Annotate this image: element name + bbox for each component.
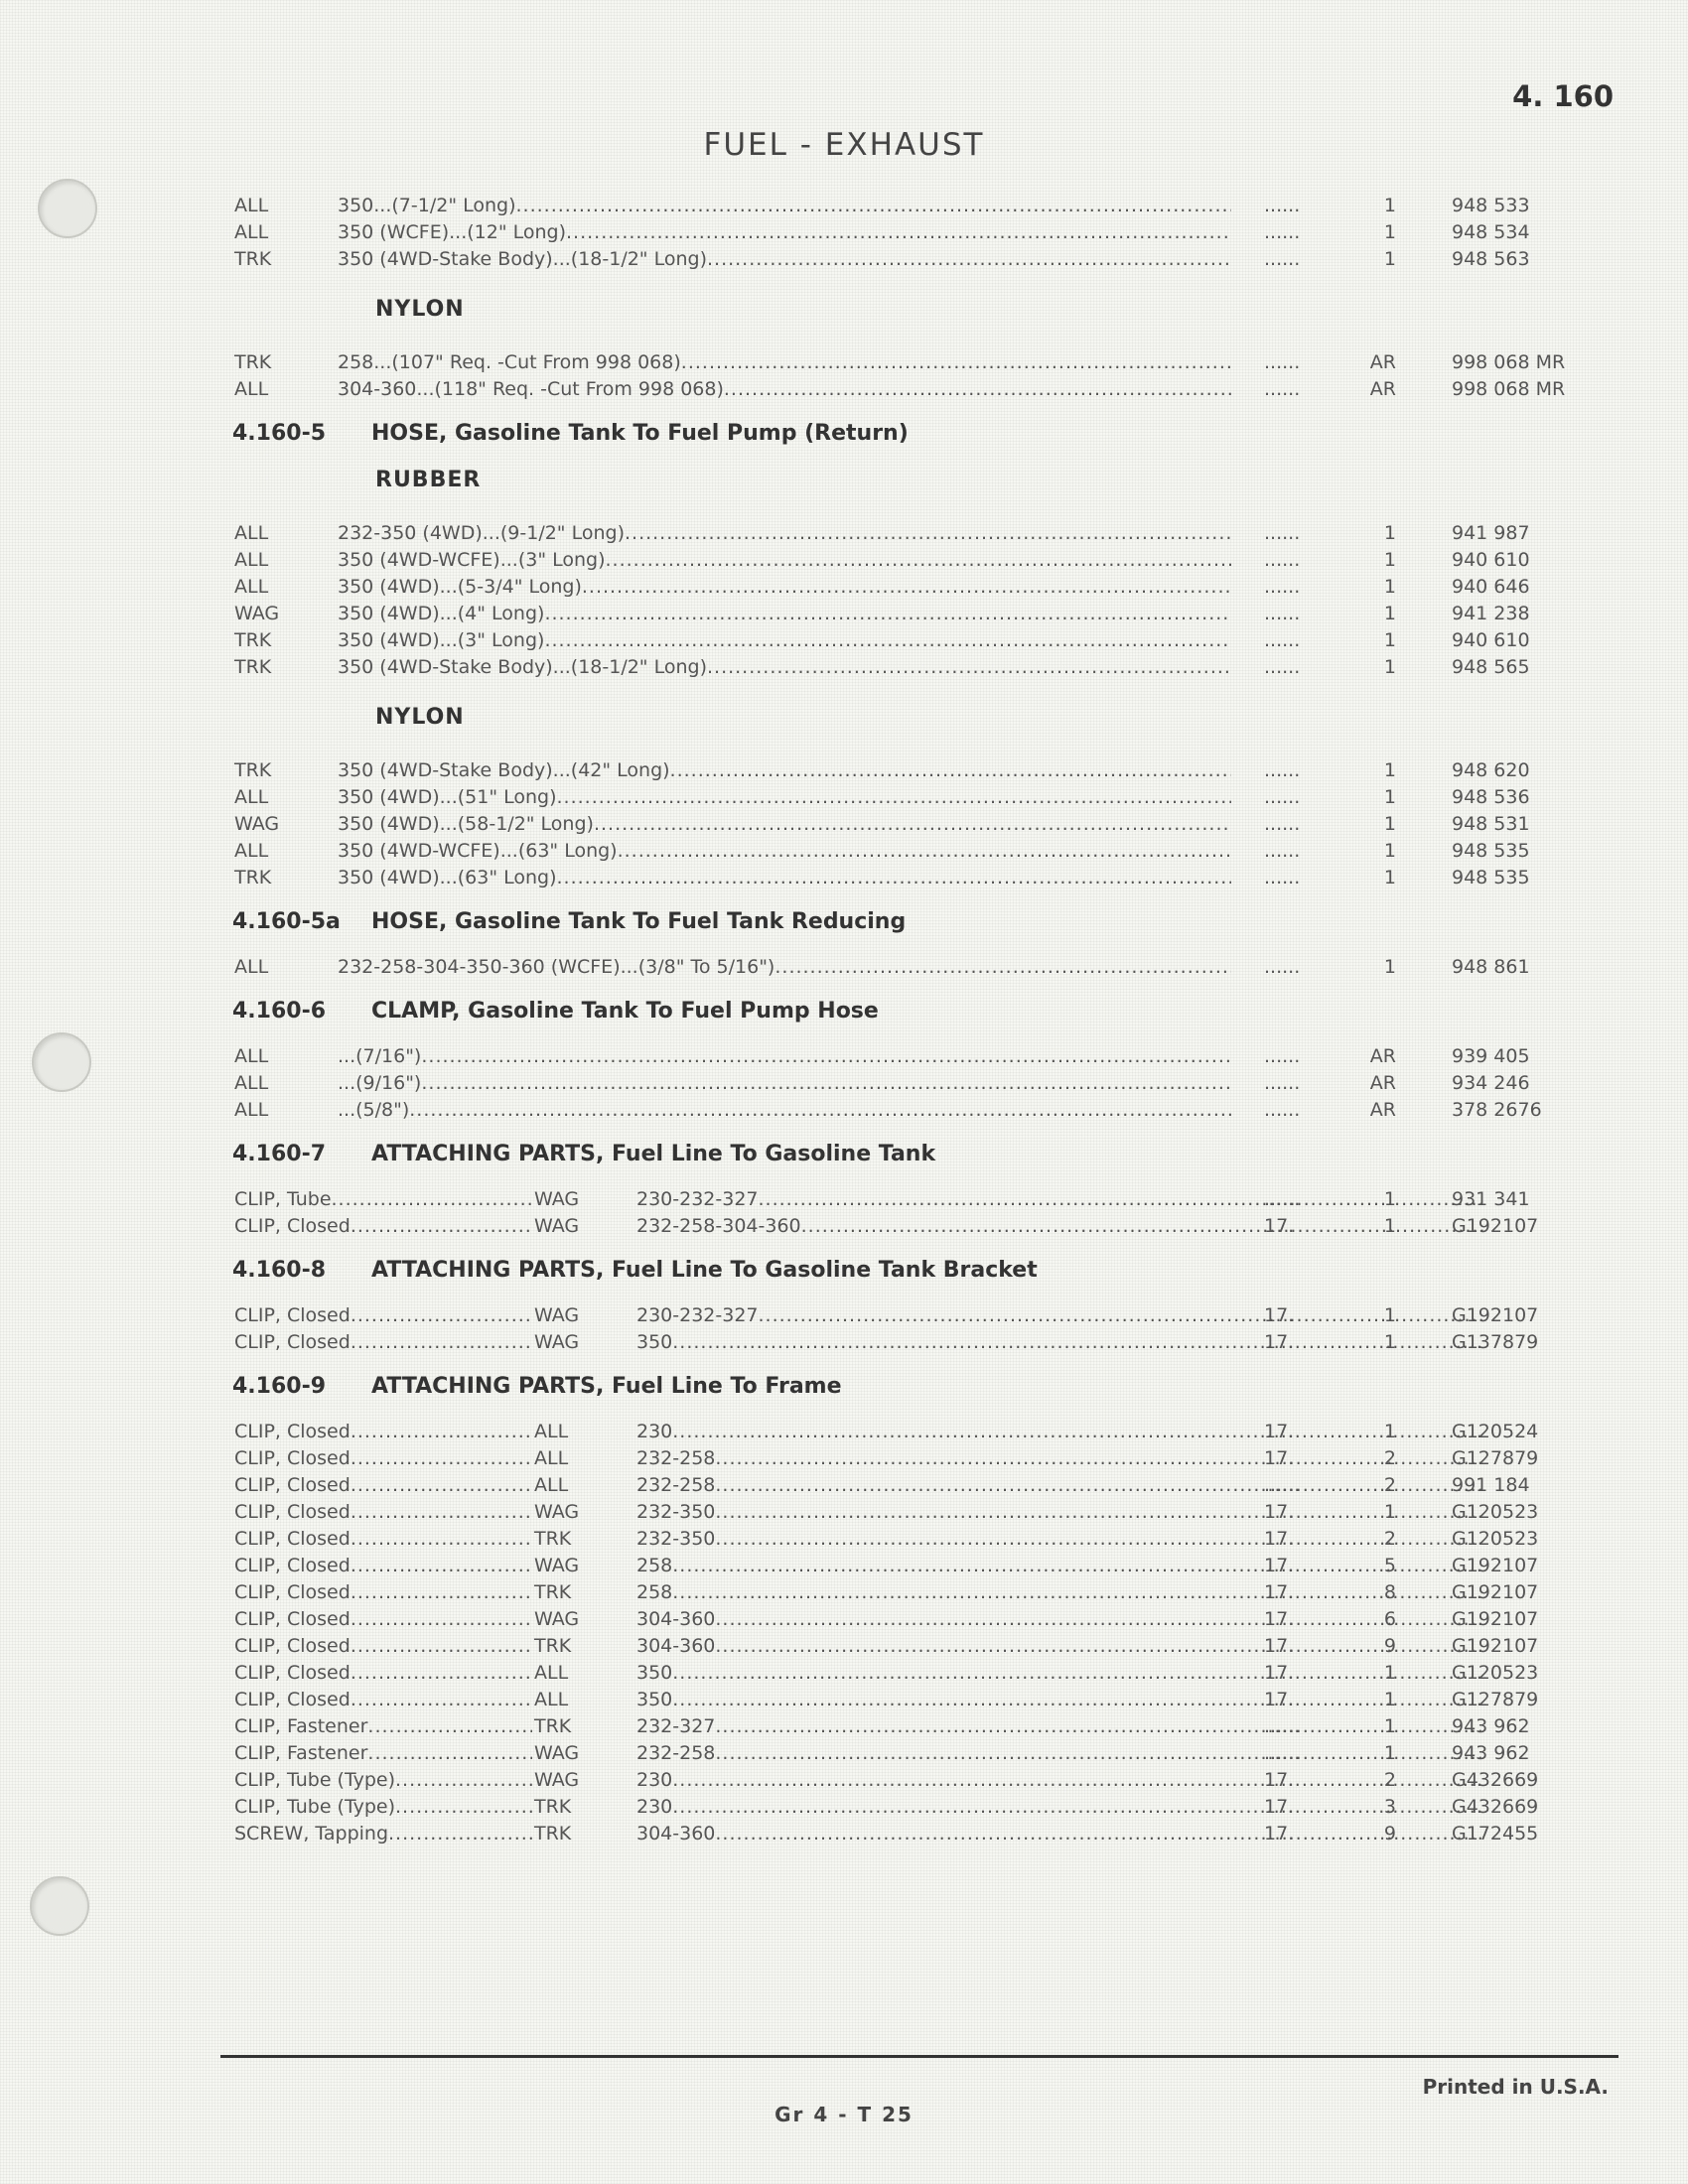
quantity: 1 — [1383, 195, 1396, 216]
part-name: CLIP, Closed ..... — [234, 1662, 532, 1684]
group-number: 17. — [1264, 1608, 1295, 1630]
footer-code: Gr 4 - T 25 — [774, 2103, 914, 2126]
quantity: 1 — [1383, 1331, 1396, 1353]
part-number: 941 987 — [1452, 522, 1530, 544]
group-number: 17. — [1264, 1635, 1295, 1657]
group-number: 17. — [1264, 1662, 1295, 1684]
quantity: 1 — [1383, 1501, 1396, 1523]
model-code: ALL — [534, 1689, 569, 1710]
model-code: WAG — [234, 603, 280, 624]
item-description: 232-350 ..... — [636, 1501, 1485, 1523]
part-number: 948 536 — [1452, 786, 1530, 808]
section-number: 4.160-5a — [232, 909, 341, 934]
quantity: 5 — [1383, 1555, 1396, 1576]
model-code: ALL — [234, 549, 269, 571]
quantity: 9 — [1383, 1635, 1396, 1657]
item-description: 304-360 ..... — [636, 1635, 1485, 1657]
quantity: 1 — [1383, 549, 1396, 571]
item-description: 350 (4WD)...(3" Long) ..... — [338, 629, 1231, 651]
group-number: ...... — [1264, 1742, 1301, 1764]
table-row — [234, 603, 1605, 629]
table-row — [234, 1099, 1605, 1126]
item-description: 230-232-327 ..... — [636, 1304, 1485, 1326]
item-description: 350 (4WD)...(4" Long) ..... — [338, 603, 1231, 624]
punch-hole-middle — [32, 1032, 91, 1092]
item-description: 304-360 ..... — [636, 1608, 1485, 1630]
model-code: WAG — [534, 1769, 580, 1791]
section-header — [232, 1142, 1605, 1166]
table-row — [234, 1304, 1605, 1331]
subhead-rubber: RUBBER — [375, 468, 482, 492]
quantity: 1 — [1383, 656, 1396, 678]
part-name: CLIP, Closed ..... — [234, 1215, 532, 1237]
group-number: 17. — [1264, 1304, 1295, 1326]
quantity: 2 — [1383, 1528, 1396, 1550]
part-number: G120523 — [1452, 1501, 1539, 1523]
item-description: 350 (4WD)...(58-1/2" Long) ..... — [338, 813, 1231, 835]
group-number: ...... — [1264, 813, 1301, 835]
table-row — [234, 248, 1605, 275]
table-row — [234, 522, 1605, 549]
group-number: 17. — [1264, 1528, 1295, 1550]
table-row — [234, 1608, 1605, 1635]
table-row — [234, 221, 1605, 248]
printed-in-usa: Printed in U.S.A. — [1422, 2075, 1609, 2099]
part-number: G192107 — [1452, 1555, 1539, 1576]
section-title: HOSE, Gasoline Tank To Fuel Tank Reducing — [371, 909, 907, 934]
part-number: G432669 — [1452, 1796, 1539, 1818]
item-description: 258 ..... — [636, 1581, 1485, 1603]
part-number: G192107 — [1452, 1581, 1539, 1603]
s5-nylon-block — [234, 759, 1605, 893]
group-number: ...... — [1264, 840, 1301, 862]
model-code: TRK — [534, 1796, 572, 1818]
model-code: TRK — [234, 629, 272, 651]
model-code: WAG — [534, 1501, 580, 1523]
group-number: 17. — [1264, 1581, 1295, 1603]
item-description: 258 ..... — [636, 1555, 1485, 1576]
table-row — [234, 629, 1605, 656]
punch-hole-bottom — [30, 1876, 89, 1936]
table-row — [234, 1662, 1605, 1689]
quantity: 1 — [1383, 786, 1396, 808]
group-number: ...... — [1264, 378, 1301, 400]
part-name: SCREW, Tapping ..... — [234, 1823, 532, 1844]
part-number: G172455 — [1452, 1823, 1539, 1844]
quantity: 1 — [1383, 840, 1396, 862]
part-name: CLIP, Tube ..... — [234, 1188, 532, 1210]
quantity: 1 — [1383, 603, 1396, 624]
model-code: TRK — [234, 351, 272, 373]
quantity: 2 — [1383, 1447, 1396, 1469]
group-number: ...... — [1264, 195, 1301, 216]
section-title: ATTACHING PARTS, Fuel Line To Frame — [371, 1374, 842, 1399]
part-number: G127879 — [1452, 1447, 1539, 1469]
table-row — [234, 1474, 1605, 1501]
group-number: ...... — [1264, 603, 1301, 624]
part-number: G120523 — [1452, 1528, 1539, 1550]
table-row — [234, 786, 1605, 813]
model-code: WAG — [534, 1304, 580, 1326]
quantity: 1 — [1383, 1742, 1396, 1764]
item-description: 350 (4WD-Stake Body)...(18-1/2" Long) ..... — [338, 248, 1231, 270]
quantity: 1 — [1383, 867, 1396, 888]
table-row — [234, 1528, 1605, 1555]
model-code: ALL — [234, 840, 269, 862]
section-title: ATTACHING PARTS, Fuel Line To Gasoline Tank — [371, 1142, 936, 1166]
part-number: 939 405 — [1452, 1045, 1530, 1067]
table-row — [234, 1689, 1605, 1715]
s8-block — [234, 1304, 1605, 1358]
item-description: 230-232-327 ..... — [636, 1188, 1485, 1210]
part-number: 948 565 — [1452, 656, 1530, 678]
table-row — [234, 956, 1605, 983]
part-number: 940 610 — [1452, 549, 1530, 571]
group-number: 17. — [1264, 1215, 1295, 1237]
table-row — [234, 1742, 1605, 1769]
group-number: ...... — [1264, 629, 1301, 651]
model-code: ALL — [234, 1045, 269, 1067]
item-description: 304-360 ..... — [636, 1823, 1485, 1844]
model-code: WAG — [534, 1608, 580, 1630]
quantity: 2 — [1383, 1474, 1396, 1496]
quantity: AR — [1369, 1099, 1396, 1121]
section-header — [232, 1258, 1605, 1283]
footer-rule — [220, 2055, 1618, 2058]
item-description: 350 ..... — [636, 1662, 1485, 1684]
part-number: 941 238 — [1452, 603, 1530, 624]
part-name: CLIP, Closed ..... — [234, 1528, 532, 1550]
item-description: 350 (4WD-WCFE)...(3" Long) ..... — [338, 549, 1231, 571]
group-number: ...... — [1264, 1715, 1301, 1737]
s9-block — [234, 1421, 1605, 1849]
model-code: WAG — [534, 1188, 580, 1210]
section-header — [232, 1374, 1605, 1399]
parts-list — [234, 195, 1605, 1865]
item-description: 232-258-304-360 ..... — [636, 1215, 1485, 1237]
part-number: 931 341 — [1452, 1188, 1530, 1210]
quantity: AR — [1369, 351, 1396, 373]
item-description: 350 (4WD-WCFE)...(63" Long) ..... — [338, 840, 1231, 862]
group-number: 17. — [1264, 1769, 1295, 1791]
group-number: ...... — [1264, 1474, 1301, 1496]
quantity: 3 — [1383, 1796, 1396, 1818]
item-description: 258...(107" Req. -Cut From 998 068) ..... — [338, 351, 1231, 373]
part-number: 998 068 MR — [1452, 378, 1566, 400]
section-number: 4.160-7 — [232, 1142, 327, 1166]
table-row — [234, 1501, 1605, 1528]
s5a-block — [234, 956, 1605, 983]
model-code: ALL — [534, 1421, 569, 1442]
table-row — [234, 1045, 1605, 1072]
part-number: 948 620 — [1452, 759, 1530, 781]
item-description: ...(9/16") ..... — [338, 1072, 1231, 1094]
model-code: WAG — [534, 1331, 580, 1353]
group-number: 17. — [1264, 1421, 1295, 1442]
item-description: ...(7/16") ..... — [338, 1045, 1231, 1067]
item-description: 230 ..... — [636, 1421, 1485, 1442]
part-number: 948 531 — [1452, 813, 1530, 835]
part-number: 948 535 — [1452, 867, 1530, 888]
item-description: 350 (4WD-Stake Body)...(18-1/2" Long) ..... — [338, 656, 1231, 678]
part-number: 948 563 — [1452, 248, 1530, 270]
part-name: CLIP, Fastener ..... — [234, 1715, 532, 1737]
table-row — [234, 867, 1605, 893]
part-name: CLIP, Closed ..... — [234, 1421, 532, 1442]
part-number: 948 534 — [1452, 221, 1530, 243]
table-row — [234, 840, 1605, 867]
model-code: TRK — [234, 248, 272, 270]
quantity: 1 — [1383, 1662, 1396, 1684]
part-number: 943 962 — [1452, 1715, 1530, 1737]
group-number: 17. — [1264, 1823, 1295, 1844]
table-row — [234, 1447, 1605, 1474]
quantity: 1 — [1383, 1421, 1396, 1442]
item-description: 232-258 ..... — [636, 1474, 1485, 1496]
model-code: WAG — [534, 1555, 580, 1576]
table-row — [234, 1715, 1605, 1742]
table-row — [234, 1796, 1605, 1823]
table-row — [234, 1635, 1605, 1662]
quantity: 6 — [1383, 1608, 1396, 1630]
page-title: FUEL - EXHAUST — [703, 127, 985, 163]
item-description: 350 ..... — [636, 1331, 1485, 1353]
quantity: 1 — [1383, 522, 1396, 544]
part-number: G192107 — [1452, 1304, 1539, 1326]
group-number: ...... — [1264, 351, 1301, 373]
quantity: 9 — [1383, 1823, 1396, 1844]
group-number: 17. — [1264, 1796, 1295, 1818]
part-number: G137879 — [1452, 1331, 1539, 1353]
part-number: G127879 — [1452, 1689, 1539, 1710]
quantity: 2 — [1383, 1769, 1396, 1791]
item-description: 350 (WCFE)...(12" Long) ..... — [338, 221, 1231, 243]
quantity: 1 — [1383, 221, 1396, 243]
part-number: 934 246 — [1452, 1072, 1530, 1094]
table-row — [234, 1188, 1605, 1215]
quantity: AR — [1369, 1072, 1396, 1094]
part-name: CLIP, Closed ..... — [234, 1635, 532, 1657]
section-title: HOSE, Gasoline Tank To Fuel Pump (Return) — [371, 421, 909, 446]
part-name: CLIP, Closed ..... — [234, 1331, 532, 1353]
part-number: G120524 — [1452, 1421, 1539, 1442]
model-code: ALL — [534, 1662, 569, 1684]
item-description: 232-350 (4WD)...(9-1/2" Long) ..... — [338, 522, 1231, 544]
table-row — [234, 378, 1605, 405]
table-row — [234, 195, 1605, 221]
quantity: 1 — [1383, 248, 1396, 270]
model-code: ALL — [234, 786, 269, 808]
part-number: 948 535 — [1452, 840, 1530, 862]
part-number: G192107 — [1452, 1215, 1539, 1237]
quantity: 1 — [1383, 576, 1396, 598]
part-number: G192107 — [1452, 1635, 1539, 1657]
group-number: ...... — [1264, 248, 1301, 270]
part-number: 998 068 MR — [1452, 351, 1566, 373]
table-row — [234, 1215, 1605, 1242]
part-number: G432669 — [1452, 1769, 1539, 1791]
part-name: CLIP, Tube (Type) ..... — [234, 1796, 532, 1818]
section-header — [232, 421, 1605, 446]
model-code: ALL — [234, 378, 269, 400]
page-number: 4. 160 — [1512, 79, 1614, 113]
group-number: ...... — [1264, 221, 1301, 243]
part-number: 943 962 — [1452, 1742, 1530, 1764]
table-row — [234, 1331, 1605, 1358]
group-number: ...... — [1264, 1099, 1301, 1121]
section-number: 4.160-8 — [232, 1258, 327, 1283]
model-code: TRK — [234, 656, 272, 678]
group-number: ...... — [1264, 576, 1301, 598]
item-description: 232-258 ..... — [636, 1742, 1485, 1764]
group-number: ...... — [1264, 549, 1301, 571]
item-description: 350 (4WD-Stake Body)...(42" Long) ..... — [338, 759, 1231, 781]
model-code: TRK — [534, 1715, 572, 1737]
quantity: 8 — [1383, 1581, 1396, 1603]
model-code: ALL — [534, 1474, 569, 1496]
model-code: ALL — [234, 576, 269, 598]
group-number: ...... — [1264, 956, 1301, 978]
model-code: WAG — [534, 1742, 580, 1764]
part-name: CLIP, Closed ..... — [234, 1304, 532, 1326]
table-row — [234, 1555, 1605, 1581]
model-code: ALL — [234, 221, 269, 243]
item-description: 230 ..... — [636, 1769, 1485, 1791]
group-number: ...... — [1264, 1072, 1301, 1094]
group-number: ...... — [1264, 786, 1301, 808]
section-number: 4.160-5 — [232, 421, 327, 446]
group-number: ...... — [1264, 759, 1301, 781]
model-code: ALL — [534, 1447, 569, 1469]
table-row — [234, 1581, 1605, 1608]
table-row — [234, 813, 1605, 840]
model-code: TRK — [534, 1635, 572, 1657]
item-description: 232-327 ..... — [636, 1715, 1485, 1737]
part-number: G192107 — [1452, 1608, 1539, 1630]
part-name: CLIP, Fastener ..... — [234, 1742, 532, 1764]
quantity: 1 — [1383, 1188, 1396, 1210]
table-row — [234, 1769, 1605, 1796]
s5-rubber-block — [234, 522, 1605, 683]
quantity: 1 — [1383, 813, 1396, 835]
item-description: 232-258-304-350-360 (WCFE)...(3/8" To 5/16") ..... — [338, 956, 1231, 978]
quantity: 1 — [1383, 956, 1396, 978]
section-number: 4.160-6 — [232, 999, 327, 1024]
table-row — [234, 656, 1605, 683]
group-number: ...... — [1264, 1045, 1301, 1067]
table-row — [234, 1072, 1605, 1099]
quantity: AR — [1369, 378, 1396, 400]
section-number: 4.160-9 — [232, 1374, 327, 1399]
part-number: 948 533 — [1452, 195, 1530, 216]
group-number: 17. — [1264, 1555, 1295, 1576]
group-number: ...... — [1264, 867, 1301, 888]
table-row — [234, 576, 1605, 603]
table-row — [234, 759, 1605, 786]
item-description: 350 (4WD)...(63" Long) ..... — [338, 867, 1231, 888]
model-code: WAG — [534, 1215, 580, 1237]
model-code: ALL — [234, 1099, 269, 1121]
table-row — [234, 1823, 1605, 1849]
item-description: 350 (4WD)...(51" Long) ..... — [338, 786, 1231, 808]
part-name: CLIP, Closed ..... — [234, 1474, 532, 1496]
part-name: CLIP, Closed ..... — [234, 1447, 532, 1469]
model-code: WAG — [234, 813, 280, 835]
section-header — [232, 999, 1605, 1024]
part-number: 378 2676 — [1452, 1099, 1542, 1121]
subhead-nylon: NYLON — [375, 705, 465, 730]
part-number: 940 646 — [1452, 576, 1530, 598]
table-row — [234, 1421, 1605, 1447]
quantity: AR — [1369, 1045, 1396, 1067]
group-number: ...... — [1264, 522, 1301, 544]
section-title: ATTACHING PARTS, Fuel Line To Gasoline Tank Bracket — [371, 1258, 1038, 1283]
group-number: 17. — [1264, 1447, 1295, 1469]
part-number: 991 184 — [1452, 1474, 1530, 1496]
part-number: 948 861 — [1452, 956, 1530, 978]
group-number: ...... — [1264, 656, 1301, 678]
table-row — [234, 549, 1605, 576]
group-number: 17. — [1264, 1501, 1295, 1523]
s6-block — [234, 1045, 1605, 1126]
part-number: 940 610 — [1452, 629, 1530, 651]
part-name: CLIP, Closed ..... — [234, 1501, 532, 1523]
quantity: 1 — [1383, 1689, 1396, 1710]
item-description: 350 (4WD)...(5-3/4" Long) ..... — [338, 576, 1231, 598]
section-header — [232, 909, 1605, 934]
part-name: CLIP, Tube (Type) ..... — [234, 1769, 532, 1791]
part-name: CLIP, Closed ..... — [234, 1689, 532, 1710]
top-nylon-block — [234, 351, 1605, 405]
part-name: CLIP, Closed ..... — [234, 1608, 532, 1630]
model-code: ALL — [234, 195, 269, 216]
part-name: CLIP, Closed ..... — [234, 1581, 532, 1603]
model-code: ALL — [234, 956, 269, 978]
quantity: 1 — [1383, 759, 1396, 781]
model-code: TRK — [534, 1581, 572, 1603]
model-code: TRK — [534, 1528, 572, 1550]
model-code: ALL — [234, 1072, 269, 1094]
section-title: CLAMP, Gasoline Tank To Fuel Pump Hose — [371, 999, 879, 1024]
table-row — [234, 351, 1605, 378]
group-number: ...... — [1264, 1188, 1301, 1210]
item-description: 232-350 ..... — [636, 1528, 1485, 1550]
model-code: TRK — [534, 1823, 572, 1844]
s7-block — [234, 1188, 1605, 1242]
item-description: 350 ..... — [636, 1689, 1485, 1710]
top-block — [234, 195, 1605, 275]
model-code: TRK — [234, 759, 272, 781]
group-number: 17. — [1264, 1331, 1295, 1353]
model-code: ALL — [234, 522, 269, 544]
group-number: 17. — [1264, 1689, 1295, 1710]
item-description: 350...(7-1/2" Long) ..... — [338, 195, 1231, 216]
quantity: 1 — [1383, 1304, 1396, 1326]
quantity: 1 — [1383, 1215, 1396, 1237]
part-number: G120523 — [1452, 1662, 1539, 1684]
part-name: CLIP, Closed ..... — [234, 1555, 532, 1576]
quantity: 1 — [1383, 1715, 1396, 1737]
subhead-nylon: NYLON — [375, 297, 465, 322]
model-code: TRK — [234, 867, 272, 888]
punch-hole-top — [38, 179, 97, 238]
item-description: 232-258 ..... — [636, 1447, 1485, 1469]
item-description: 230 ..... — [636, 1796, 1485, 1818]
item-description: 304-360...(118" Req. -Cut From 998 068) ..... — [338, 378, 1231, 400]
quantity: 1 — [1383, 629, 1396, 651]
item-description: ...(5/8") ..... — [338, 1099, 1231, 1121]
